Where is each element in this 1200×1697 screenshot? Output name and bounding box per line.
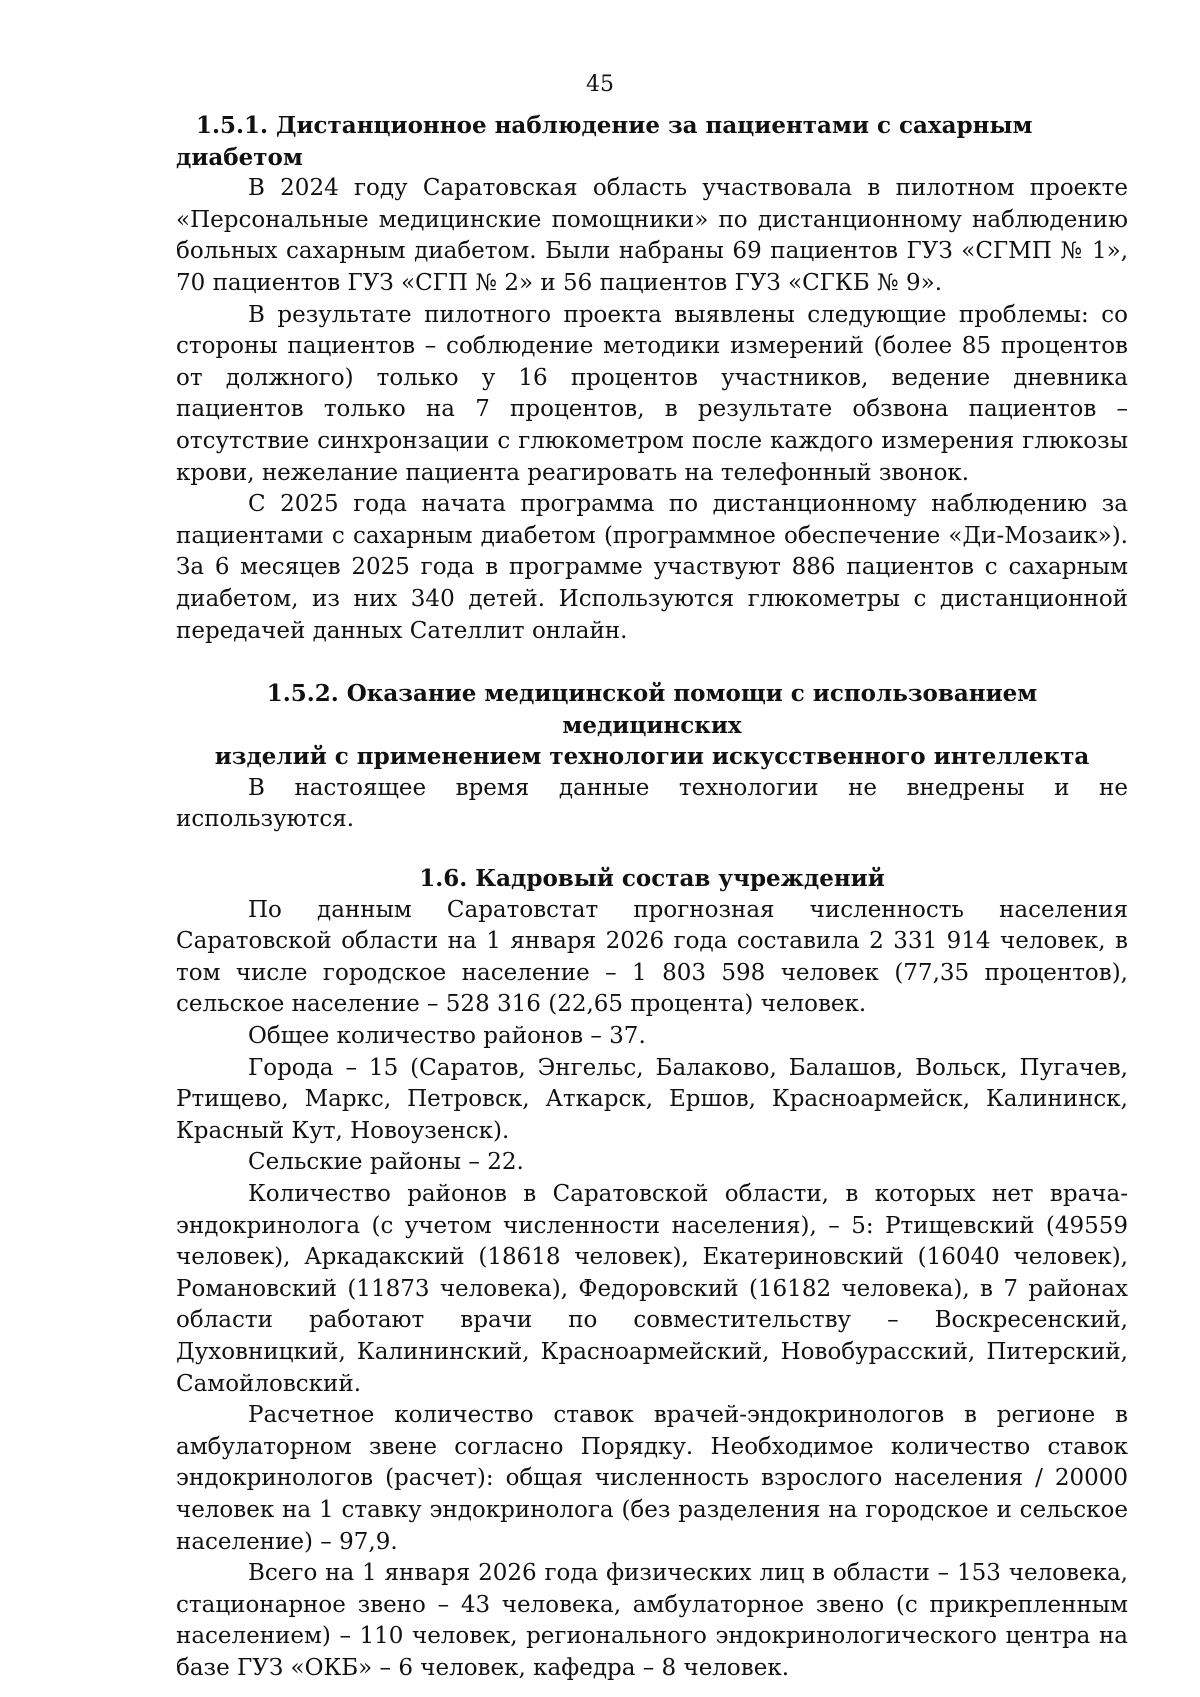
section-heading-1-5-2-line1: 1.5.2. Оказание медицинской помощи с использованием медицинских [266, 680, 1038, 739]
section-heading-1-6: 1.6. Кадровый состав учреждений [419, 865, 885, 893]
paragraph-pilot-problems: В результате пилотного проекта выявлены следующие проблемы: со стороны пациентов – соблюдение методики измерений (более 85 процентов от должного) только у 16 процентов участников, ведение дневника пациентов только на 7 процентов, в результате обзвона пациентов – отсутствие синхронзации с глюкометром после каждого измерения глюкозы крови, нежелание пациента реагировать на телефонный звонок. [176, 301, 1128, 486]
section-spacer [176, 647, 1128, 678]
paragraph-no-endocrinologist: Количество районов в Саратовской области, в которых нет врача-эндокринолога (с учетом численности населения), – 5: Ртищевский (49559 человек), Аркадакский (18618 человек), Екатериновский (16040 человек), Романовский (11873 человека), Федоровский (16182 человека), в 7 районах области работают врачи по совместительству – Воскресенский, Духовницкий, Калининский, Красноармейский, Новобурасский, Питерский, Самойловский. [176, 1181, 1128, 1397]
paragraph-rate-calculation: Расчетное количество ставок врачей-эндокринологов в регионе в амбулаторном звене согласно Порядку. Необходимое количество ставок эндокринологов (расчет): общая численность взрослого населения / 20000 человек на 1 ставку эндокринолога (без разделения на городское и сельское население) – 97,9. [176, 1402, 1128, 1555]
page-content [176, 110, 1128, 1685]
paragraph-remote-program: С 2025 года начата программа по дистанционному наблюдению за пациентами с сахарным диабетом (программное обеспечение «Ди-Мозаик»). За 6 месяцев 2025 года в программе участвуют 886 пациентов с сахарным диабетом, из них 340 детей. Используются глюкометры с дистанционной передачей данных Сателлит онлайн. [176, 491, 1128, 644]
section-heading-1-5-2-line2: изделий с применением технологии искусственного интеллекта [214, 743, 1090, 771]
paragraph-rural-districts: Сельские районы – 22. [248, 1149, 524, 1176]
section-heading-1-5-1: 1.5.1. Дистанционное наблюдение за пациентами с сахарным диабетом [176, 112, 1033, 171]
paragraph-pilot-project: В 2024 году Саратовская область участвовала в пилотном проекте «Персональные медицинские помощники» по дистанционному наблюдению больных сахарным диабетом. Были набраны 69 пациентов ГУЗ «СГМП № 1», 70 пациентов ГУЗ «СГП № 2» и 56 пациентов ГУЗ «СГКБ № 9». [176, 175, 1128, 296]
paragraph-cities: Города – 15 (Саратов, Энгельс, Балаково, Балашов, Вольск, Пугачев, Ртищево, Маркс, Петровск, Аткарск, Ершов, Красноармейск, Калининск, Красный Кут, Новоузенск). [176, 1054, 1128, 1144]
paragraph-population: По данным Саратовстат прогнозная численность населения Саратовской области на 1 января 2026 года составила 2 331 914 человек, в том числе городское население – 1 803 598 человек (77,35 процентов), сельское население – 528 316 (22,65 процента) человек. [176, 896, 1128, 1018]
page-number: 45 [586, 72, 614, 97]
section-spacer [176, 836, 1128, 863]
paragraph-staff-totals: Всего на 1 января 2026 года физических лиц в области – 153 человека, стационарное звено – 43 человека, амбулаторное звено (с прикрепленным населением) – 110 человек, регионального эндокринологического центра на базе ГУЗ «ОКБ» – 6 человек, кафедра – 8 человек. [176, 1560, 1128, 1681]
paragraph-districts-total: Общее количество районов – 37. [248, 1023, 646, 1050]
paragraph-ai-technologies: В настоящее время данные технологии не внедрены и не используются. [176, 774, 1128, 833]
